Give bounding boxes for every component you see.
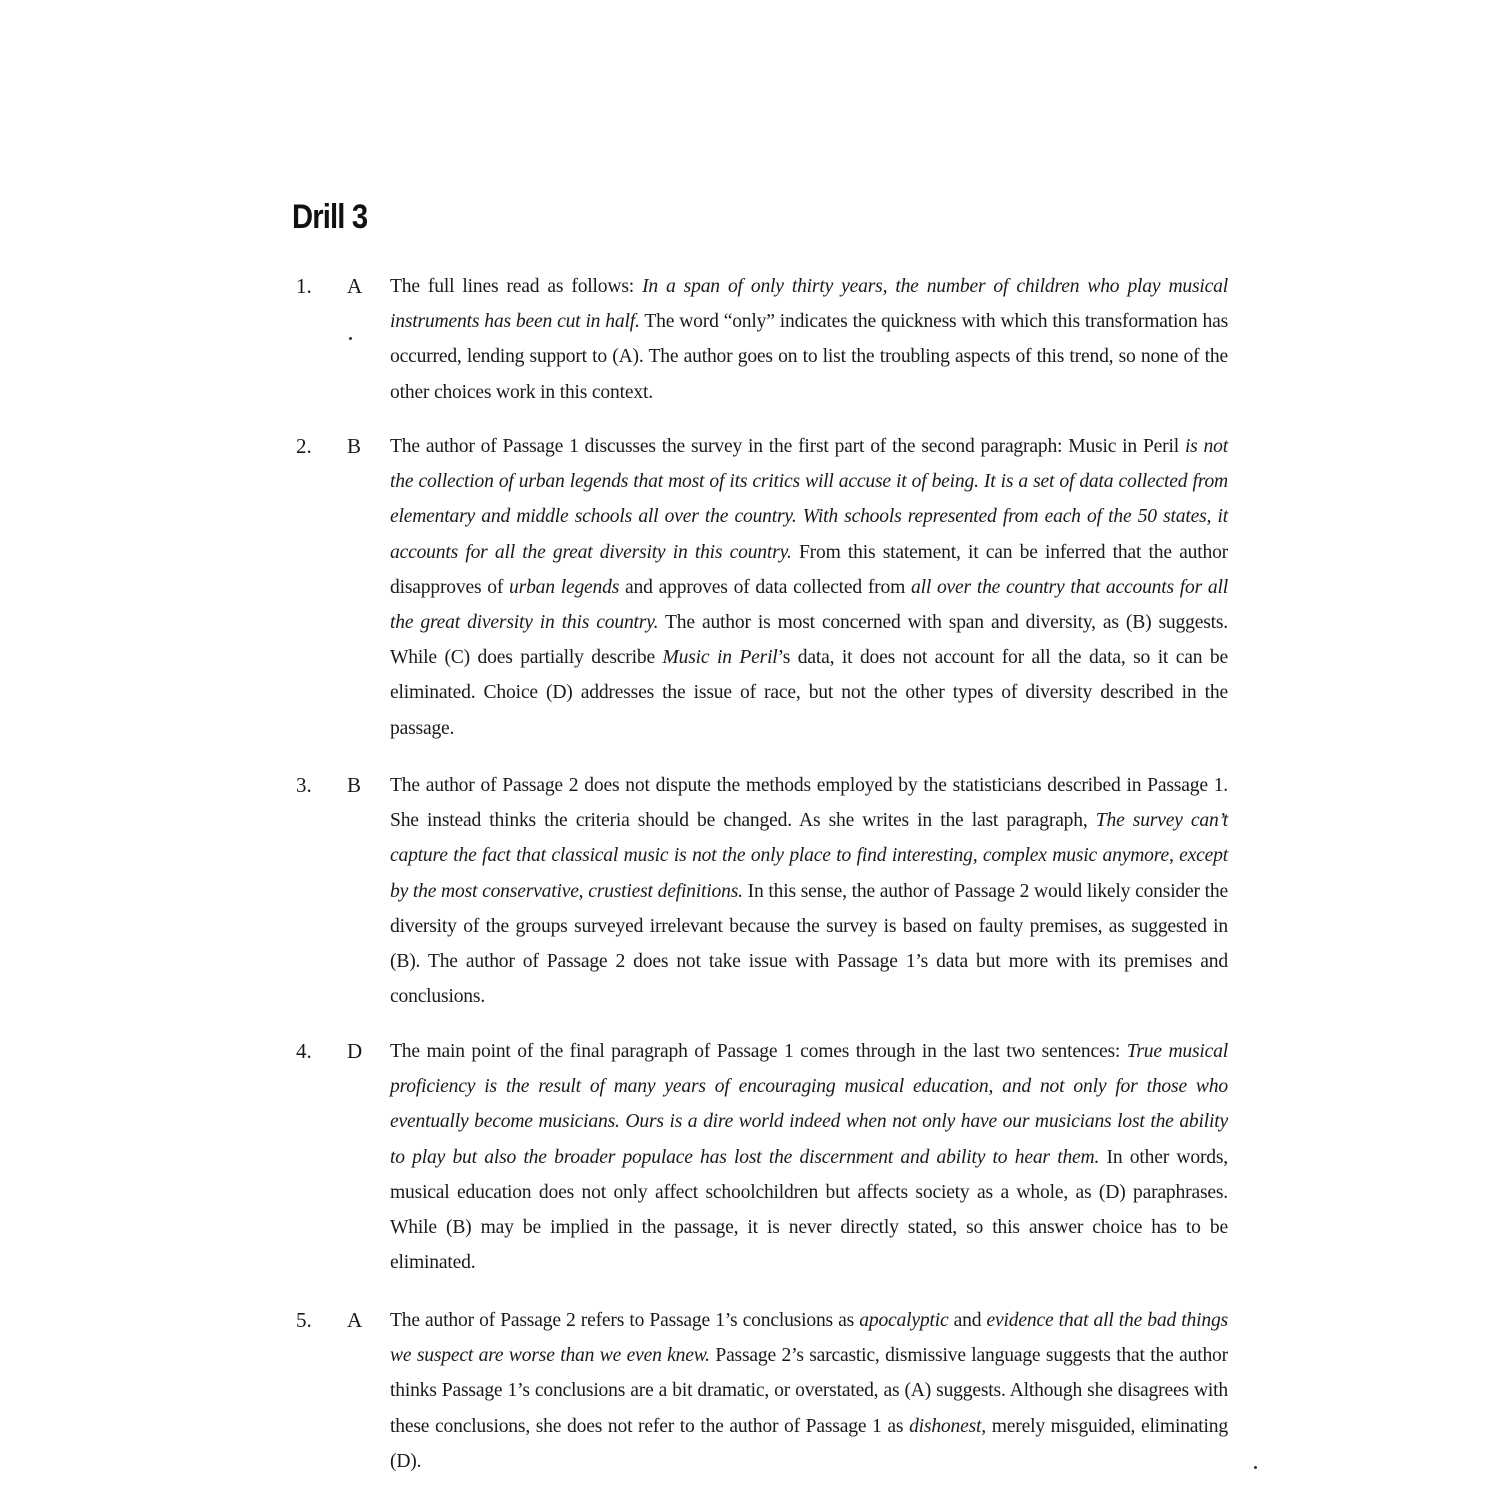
question-number: 4.: [296, 1039, 312, 1063]
quoted-text: is not the collection of urban legends that most of its critics will accuse it of being. It is a set of data collected from elementary and middle schools all over the country. With schools represented from each of the 50 states, it accounts for all the great diversity in this country.: [390, 436, 1228, 563]
scan-speck: [349, 337, 352, 340]
explanation-text: The main point of the final paragraph of Passage 1 comes through in the last two sentences:: [390, 1041, 1127, 1062]
answer-explanation: [390, 269, 1228, 410]
explanation-text: The word “only” indicates the quickness with which this transformation has occurred, lending support to (A). The author goes on to list the troubling aspects of this trend, so none of the other choices work in this context.: [390, 311, 1228, 403]
answer-letter: D: [347, 1039, 363, 1063]
answer-explanation: [390, 1303, 1228, 1479]
explanation-text: The author of Passage 1 discusses the survey in the first part of the second paragraph: Music in Peril: [390, 436, 1185, 457]
quoted-text: Music in Peril: [662, 647, 778, 669]
quoted-text: In a span of only thirty years, the number of children who play musical instruments has been cut in half.: [390, 276, 1228, 333]
answer-letter: B: [347, 773, 362, 797]
question-number: 5.: [296, 1308, 312, 1332]
answer-explanation: [390, 768, 1228, 1014]
explanation-text: The author of Passage 2 refers to Passage 1’s conclusions as: [390, 1310, 860, 1331]
quoted-text: urban legends: [509, 576, 620, 598]
explanation-text: ’s data, it does not account for all the data, so it can be eliminated. Choice (D) addresses the issue of race, but not the other types of diversity described in the passage.: [390, 647, 1228, 739]
explanation-text: The full lines read as follows:: [390, 276, 643, 297]
quoted-text: True musical proficiency is the result of many years of encouraging musical education, and not only for those who eventually become musicians. Ours is a dire world indeed when not only have our musicians lost the ability to play but also the broader populace has lost the discernment and ability to hear them.: [390, 1041, 1229, 1168]
quoted-text: all over the country that accounts for all the great diversity in this country.: [390, 576, 1228, 634]
quoted-text: The survey can’t capture the fact that classical music is not the only place to find interesting, complex music anymore, except by the most conservative, crustiest definitions.: [390, 810, 1228, 902]
answer-letter: A: [347, 274, 363, 298]
scan-speck: [1254, 1466, 1257, 1469]
explanation-text: and approves of data collected from: [619, 576, 911, 598]
answer-letter: A: [347, 1308, 363, 1332]
explanation-text: merely misguided, eliminating (D).: [390, 1415, 1228, 1472]
page-heading: Drill 3: [292, 198, 368, 236]
explanation-text: In other words, musical education does not only affect schoolchildren but affects society as a whole, as (D) paraphrases. While (B) may be implied in the passage, it is never directly stated, so this answer choice has to be eliminated.: [390, 1146, 1228, 1274]
explanation-text: and: [948, 1310, 987, 1331]
explanation-text: The author of Passage 2 does not dispute the methods employed by the statisticians described in Passage 1. She instead thinks the criteria should be changed. As she writes in the last paragraph,: [390, 775, 1228, 832]
explanation-text: Passage 2’s sarcastic, dismissive language suggests that the author thinks Passage 1’s conclusions are a bit dramatic, or overstated, as (A) suggests. Although she disagrees with these conclusions, she does not refer to the author of Passage 1 as: [390, 1345, 1228, 1437]
question-number: 1.: [296, 274, 312, 298]
answer-letter: B: [347, 434, 362, 458]
answer-explanation: [390, 1034, 1228, 1280]
question-number: 3.: [296, 773, 312, 797]
quoted-text: dishonest,: [909, 1415, 986, 1437]
quoted-text: evidence that all the bad things we suspect are worse than we even knew.: [390, 1310, 1228, 1367]
explanation-text: In this sense, the author of Passage 2 would likely consider the diversity of the groups surveyed irrelevant because the survey is based on faulty premises, as suggested in (B). The author of Passage 2 does not take issue with Passage 1’s data but more with its premises and conclusions.: [390, 880, 1228, 1008]
explanation-text: The author is most concerned with span and diversity, as (B) suggests. While (C) does partially describe: [390, 612, 1228, 669]
answer-explanation: [390, 429, 1228, 746]
question-number: 2.: [296, 434, 312, 458]
quoted-text: apocalyptic: [859, 1310, 949, 1331]
explanation-text: From this statement, it can be inferred that the author disapproves of: [390, 541, 1228, 598]
